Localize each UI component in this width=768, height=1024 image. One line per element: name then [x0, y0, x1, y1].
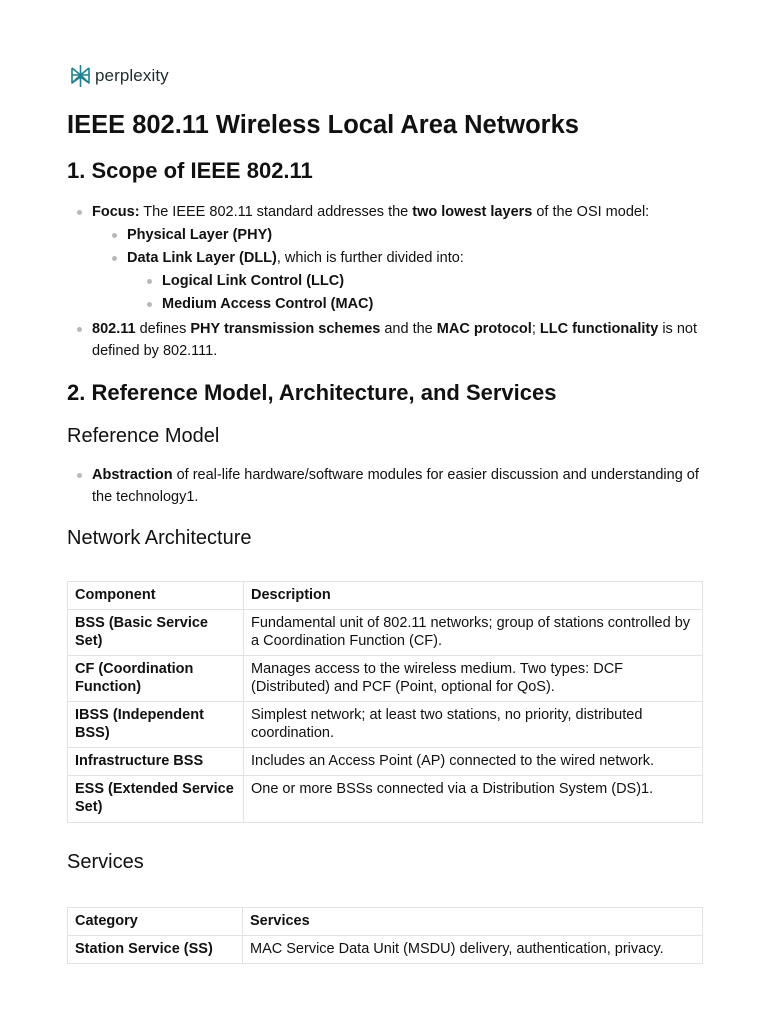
table-cell: Includes an Access Point (AP) connected to the wired network. — [244, 748, 703, 776]
section2-heading: 2. Reference Model, Architecture, and Services — [67, 380, 557, 405]
column-header: Category — [68, 908, 243, 936]
table-header-row — [68, 582, 703, 610]
column-header: Description — [244, 582, 703, 610]
dll-sublayer-list — [137, 270, 702, 315]
reference-model-list — [67, 464, 702, 508]
list-item — [102, 224, 702, 246]
focus-label: Focus: — [92, 204, 140, 220]
def-bold-1: 802.11 — [92, 321, 136, 337]
table-cell: Fundamental unit of 802.11 networks; group of stations controlled by a Coordination Function (CF). — [244, 610, 703, 656]
list-item — [137, 270, 702, 292]
table-row — [68, 748, 703, 776]
list-item — [67, 318, 702, 362]
scope-list — [67, 201, 702, 362]
list-item — [102, 247, 702, 315]
def-bold-4: LLC functionality — [539, 321, 659, 337]
table-row — [68, 776, 703, 823]
def-text-3: ; — [531, 321, 540, 337]
services-table — [67, 907, 703, 964]
dll-item: Data Link Layer (DLL) — [127, 250, 277, 266]
def-text-1: defines — [135, 321, 191, 337]
abstraction-text: of real-life hardware/software modules for easier discussion and understanding of the technology1. — [92, 467, 699, 505]
section1-heading: 1. Scope of IEEE 802.11 — [67, 158, 313, 183]
table-cell: Manages access to the wireless medium. Two types: DCF (Distributed) and PCF (Point, optional for QoS). — [244, 656, 703, 702]
phy-item: Physical Layer (PHY) — [127, 227, 273, 243]
brand-logo — [70, 64, 169, 88]
table-cell: MAC Service Data Unit (MSDU) delivery, authentication, privacy. — [243, 936, 703, 964]
page-title: IEEE 802.11 Wireless Local Area Networks — [67, 111, 579, 139]
list-item — [137, 293, 702, 315]
llc-item: Logical Link Control (LLC) — [162, 273, 345, 289]
table-cell: BSS (Basic Service Set) — [68, 610, 244, 656]
focus-text-end: of the OSI model: — [532, 204, 650, 220]
perplexity-logo-icon — [70, 64, 91, 88]
table-cell: CF (Coordination Function) — [68, 656, 244, 702]
table-row — [68, 610, 703, 656]
def-bold-3: MAC protocol — [436, 321, 532, 337]
dll-text: , which is further divided into: — [276, 250, 464, 266]
table-cell: Infrastructure BSS — [68, 748, 244, 776]
focus-text: The IEEE 802.11 standard addresses the — [139, 204, 413, 220]
brand-name: perplexity — [95, 66, 169, 85]
table-cell: One or more BSSs connected via a Distribution System (DS)1. — [244, 776, 703, 823]
def-text-4: is not defined by 802.111. — [92, 321, 697, 359]
architecture-table — [67, 581, 703, 823]
list-item — [67, 201, 702, 315]
table-row — [68, 656, 703, 702]
table-header-row — [68, 908, 703, 936]
list-item — [67, 464, 702, 508]
table-row — [68, 936, 703, 964]
def-text-2: and the — [380, 321, 437, 337]
focus-bold: two lowest layers — [412, 204, 533, 220]
network-architecture-heading: Network Architecture — [67, 527, 252, 549]
services-heading: Services — [67, 851, 144, 873]
reference-model-heading: Reference Model — [67, 425, 220, 447]
def-bold-2: PHY transmission schemes — [190, 321, 381, 337]
table-row — [68, 702, 703, 748]
table-cell: IBSS (Independent BSS) — [68, 702, 244, 748]
column-header: Services — [243, 908, 703, 936]
abstraction-bold: Abstraction — [92, 467, 173, 483]
table-cell: Simplest network; at least two stations, no priority, distributed coordination. — [244, 702, 703, 748]
mac-item: Medium Access Control (MAC) — [162, 296, 374, 312]
table-cell: ESS (Extended Service Set) — [68, 776, 244, 823]
table-cell: Station Service (SS) — [68, 936, 243, 964]
column-header: Component — [68, 582, 244, 610]
osi-layer-list — [102, 224, 702, 315]
